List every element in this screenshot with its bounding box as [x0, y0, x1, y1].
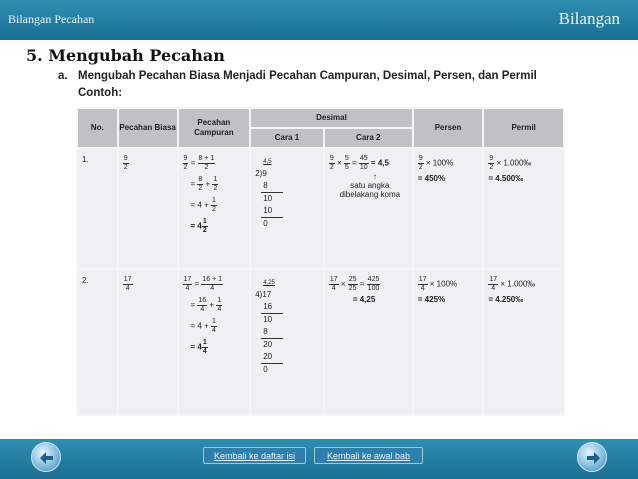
desimal-cara1-cell: 4,5 2)9 8 10 10 0: [250, 148, 324, 269]
header-left-title: Bilangan Pecahan: [8, 12, 95, 26]
previous-button[interactable]: [31, 442, 61, 472]
persen-cell: $\frac{17}{4}$ × 100% = 425%: [413, 269, 484, 415]
section-title: 5. Mengubah Pecahan: [26, 46, 225, 65]
next-button[interactable]: [577, 442, 607, 472]
desimal-cara1-cell: 4,25 4)17 16 10 8 20 20 0: [250, 269, 324, 415]
top-header-bar: [0, 0, 638, 40]
header-desimal: Desimal: [250, 108, 413, 128]
table-row: [77, 148, 564, 269]
example-label: Contoh:: [78, 87, 123, 99]
subsection-text: Mengubah Pecahan Biasa Menjadi Pecahan Campuran, Desimal, Persen, dan Permil: [78, 70, 537, 82]
table-row: [77, 269, 564, 415]
header-right-title: Bilangan: [558, 9, 620, 28]
permil-cell: $\frac{17}{4}$ × 1.000‰ = 4.250‰: [483, 269, 564, 415]
permil-cell: $\frac{9}{2}$ × 1.000‰ = 4.500‰: [483, 148, 564, 269]
header-permil: Permil: [483, 108, 564, 148]
back-to-toc-link[interactable]: Kembali ke daftar isi: [203, 447, 306, 464]
row-number: 2.: [77, 269, 118, 415]
header-persen: Persen: [413, 108, 484, 148]
header-no: No.: [77, 108, 118, 148]
decimal-note: satu angka dibelakang koma: [339, 181, 401, 200]
header-pecahan-campuran: Pecahan Campuran: [178, 108, 251, 148]
pecahan-biasa-cell: $\frac{17}{4}$: [118, 269, 178, 415]
header-cara1: Cara 1: [250, 128, 324, 148]
pecahan-campuran-cell: $\frac{17}{4}$ = $\frac{16 + 1}{4}$ = $\frac{16}{4}$ + $\frac{1}{4}$ = 4 + $\frac{1}{4}$ = 4 $\frac{1}{4}$: [178, 269, 251, 415]
desimal-cara2-cell: $\frac{17}{4}$ × $\frac{25}{25}$ = $\frac{425}{100}$ = 4,25: [324, 269, 413, 415]
subsection-title: [58, 70, 537, 82]
row-number: 1.: [77, 148, 118, 269]
arrow-up-icon: ↑: [372, 172, 377, 182]
back-to-chapter-link[interactable]: Kembali ke awal bab: [314, 447, 423, 464]
pecahan-biasa-cell: $\frac{9}{2}$: [118, 148, 178, 269]
fraction-conversion-table: [76, 107, 565, 416]
persen-cell: $\frac{9}{2}$ × 100% = 450%: [413, 148, 484, 269]
arrow-right-icon: [584, 449, 602, 467]
arrow-left-icon: [38, 449, 56, 467]
header-cara2: Cara 2: [324, 128, 413, 148]
subsection-letter: a.: [58, 70, 68, 82]
desimal-cara2-cell: $\frac{9}{2}$ × $\frac{5}{5}$ = $\frac{45}{10}$ = 4,5 ↑ satu angka dibelakang koma: [324, 148, 413, 269]
header-pecahan-biasa: Pecahan Biasa: [118, 108, 178, 148]
pecahan-campuran-cell: $\frac{9}{2}$ = $\frac{8 + 1}{2}$ = $\frac{8}{2}$ + $\frac{1}{2}$ = 4 + $\frac{1}{2}$ = 4 $\frac{1}{2}$: [178, 148, 251, 269]
